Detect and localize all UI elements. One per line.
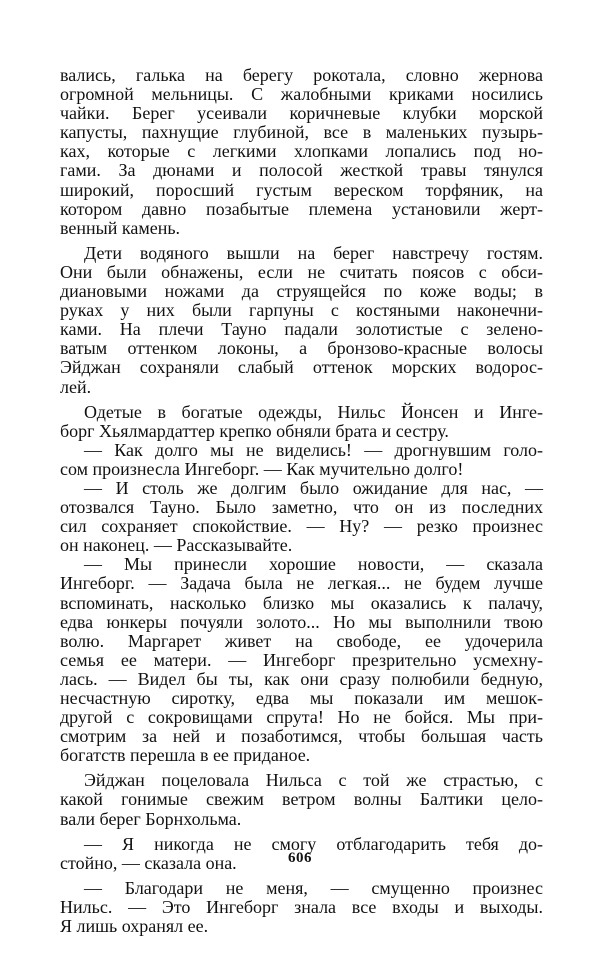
text-line: лась. — Видел бы ты, как они сразу полюбили бедную, [60, 668, 543, 689]
text-line: отозвался Тауно. Было заметно, что он из последних [60, 497, 543, 518]
text-line: другой с сокровищами спрута! Но не бойся. Мы при- [60, 707, 543, 728]
text-line: ках, которые с легкими хлопками лопались под но- [60, 141, 543, 162]
paragraph [60, 479, 543, 555]
text-line: вспоминать, насколько близко мы оказались к палачу, [60, 592, 543, 613]
text-line: сом произнесла Ингеборг. — Как мучительно долго! [60, 458, 464, 479]
text-line: венный камень. [60, 217, 181, 238]
text-line: Нильс. — Это Ингеборг знала все входы и выходы. [60, 896, 543, 917]
text-line: ками. На плечи Тауно падали золотистые с зелено- [60, 319, 543, 340]
text-line: вали берег Борнхольма. [60, 808, 242, 829]
text-line: гами. За дюнами и полосой жесткой травы тянулся [60, 160, 543, 181]
text-line: капусты, пахнущие глубиной, все в маленьких пузырь- [60, 122, 543, 143]
text-line: лей. [60, 376, 92, 397]
text-line: стойно, — сказала она. [60, 852, 237, 873]
text-line: богатств перешла в ее приданое. [60, 745, 311, 766]
text-line: Они были обнажены, если не считать поясов с обси- [60, 261, 543, 282]
text-line: вались, галька на берегу рокотала, словно жернова [60, 65, 543, 85]
text-line: несчастную сиротку, едва мы показали им мешок- [60, 688, 543, 708]
text-line: огромной мельницы. С жалобными криками носились [60, 84, 543, 105]
paragraph [60, 66, 543, 238]
text-line: руках у них были гарпуны с костяными наконечни- [60, 300, 543, 321]
page-text [60, 66, 543, 936]
paragraph [60, 244, 543, 397]
text-line: диановыми ножами да струящейся по коже воды; в [60, 281, 543, 302]
text-line: какой гонимые свежим ветром волны Балтики цело- [60, 789, 543, 810]
text-line: Эйджан сохраняли слабый оттенок морских водорос- [60, 357, 543, 378]
paragraph [60, 771, 543, 828]
text-line: он наконец. — Рассказывайте. [60, 535, 293, 556]
text-line: смотрим за ней и позаботимся, чтобы большая часть [60, 726, 543, 747]
text-line: Эйджан поцеловала Нильса с той же страстью, с [84, 770, 543, 791]
text-line: — И столь же долгим было ожидание для нас, — [84, 477, 543, 498]
page-number: 606 [288, 850, 312, 866]
paragraph [60, 879, 543, 936]
text-line: Одетые в богатые одежды, Нильс Йонсен и Инге- [84, 401, 543, 422]
paragraph [60, 441, 543, 479]
text-line: волю. Маргарет живет на свободе, ее удочерила [60, 630, 543, 651]
paragraph [60, 403, 543, 441]
text-line: — Как долго мы не виделись! — дрогнувшим голо- [84, 439, 543, 460]
text-line: ватым оттенком локоны, а бронзово-красные волосы [60, 338, 543, 359]
text-line: сил сохраняет спокойствие. — Ну? — резко произнес [60, 516, 543, 537]
text-line: Я лишь охранял ее. [60, 916, 209, 937]
text-line: — Мы принесли хорошие новости, — сказала [84, 554, 543, 575]
text-line: широкий, поросший густым вереском торфяник, на [60, 179, 543, 200]
text-line: котором давно позабытые племена установили жерт- [60, 198, 543, 219]
paragraph [60, 555, 543, 765]
text-line: борг Хьялмардаттер крепко обняли брата и сестру. [60, 420, 449, 441]
text-line: чайки. Берег усеивали коричневые клубки морской [60, 103, 543, 124]
text-line: едва юнкеры почуяли золото... Но мы выполнили твою [60, 611, 543, 632]
text-line: — Я никогда не смогу отблагодарить тебя до- [84, 833, 543, 854]
text-line: семья ее матери. — Ингеборг презрительно усмехну- [60, 649, 543, 670]
text-line: Ингеборг. — Задача была не легкая... не будем лучше [60, 573, 543, 594]
text-line: Дети водяного вышли на берег навстречу гостям. [84, 242, 543, 263]
text-line: — Благодари не меня, — смущенно произнес [84, 877, 543, 898]
